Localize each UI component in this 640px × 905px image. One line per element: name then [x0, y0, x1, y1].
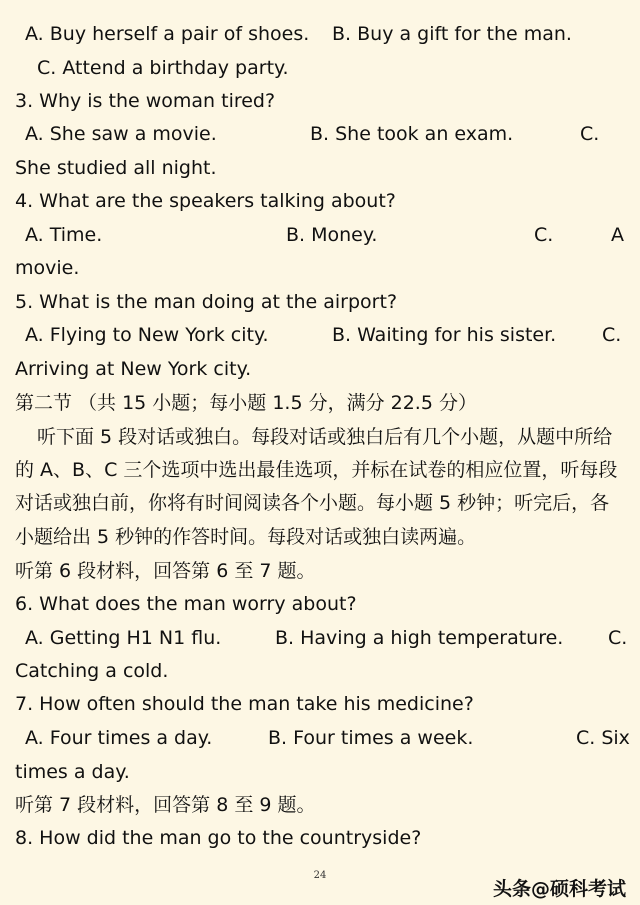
q3-option-b: B. She took an exam.: [310, 123, 514, 145]
question-4: 4. What are the speakers talking about?: [15, 190, 396, 212]
q2-option-a: A. Buy herself a pair of shoes.: [25, 23, 310, 45]
q5-option-b: B. Waiting for his sister.: [332, 324, 557, 346]
q2-option-b: B. Buy a gift for the man.: [332, 23, 572, 45]
question-6: 6. What does the man worry about?: [15, 593, 357, 615]
material-7-heading: 听第 7 段材料，回答第 8 至 9 题。: [15, 794, 316, 816]
page-number: 24: [313, 870, 327, 881]
q7-option-a: A. Four times a day.: [25, 727, 213, 749]
question-5: 5. What is the man doing at the airport?: [15, 291, 398, 313]
q5-option-c-label: C.: [602, 324, 622, 346]
section-2-instructions-line-2: 的 A、B、C 三个选项中选出最佳选项，并标在试卷的相应位置，听每段: [15, 459, 618, 481]
section-2-instructions-line-4: 小题给出 5 秒钟的作答时间。每段对话或独白读两遍。: [15, 526, 477, 548]
q2-option-c: C. Attend a birthday party.: [37, 57, 289, 79]
q3-option-c-label: C.: [580, 123, 600, 145]
question-8: 8. How did the man go to the countryside?: [15, 827, 422, 849]
q5-option-c-text: Arriving at New York city.: [15, 358, 252, 380]
q4-option-c-label: C.: [534, 224, 554, 246]
q6-option-b: B. Having a high temperature.: [275, 627, 564, 649]
q3-option-a: A. She saw a movie.: [25, 123, 217, 145]
q4-option-c-text: movie.: [15, 257, 80, 279]
material-6-heading: 听第 6 段材料，回答第 6 至 7 题。: [15, 560, 316, 582]
q4-option-a: A. Time.: [25, 224, 103, 246]
watermark: 头条@硕科考试: [492, 878, 626, 900]
q6-option-c-label: C.: [608, 627, 628, 649]
q7-option-b: B. Four times a week.: [268, 727, 474, 749]
q4-option-b: B. Money.: [286, 224, 378, 246]
q3-option-c-text: She studied all night.: [15, 157, 217, 179]
section-2-instructions-line-1: 听下面 5 段对话或独白。每段对话或独白后有几个小题，从题中所给: [37, 426, 613, 448]
q5-option-a: A. Flying to New York city.: [25, 324, 269, 346]
question-3: 3. Why is the woman tired?: [15, 90, 276, 112]
q6-option-a: A. Getting H1 N1 flu.: [25, 627, 222, 649]
section-2-heading: 第二节 （共 15 小题；每小题 1.5 分，满分 22.5 分）: [15, 392, 477, 414]
section-2-instructions-line-3: 对话或独白前，你将有时间阅读各个小题。每小题 5 秒钟；听完后，各: [15, 492, 610, 514]
q4-option-c-word: A: [611, 224, 624, 246]
q7-option-c-text: times a day.: [15, 761, 130, 783]
q6-option-c-text: Catching a cold.: [15, 660, 169, 682]
q7-option-c-label: C. Six: [576, 727, 630, 749]
question-7: 7. How often should the man take his medicine?: [15, 693, 474, 715]
